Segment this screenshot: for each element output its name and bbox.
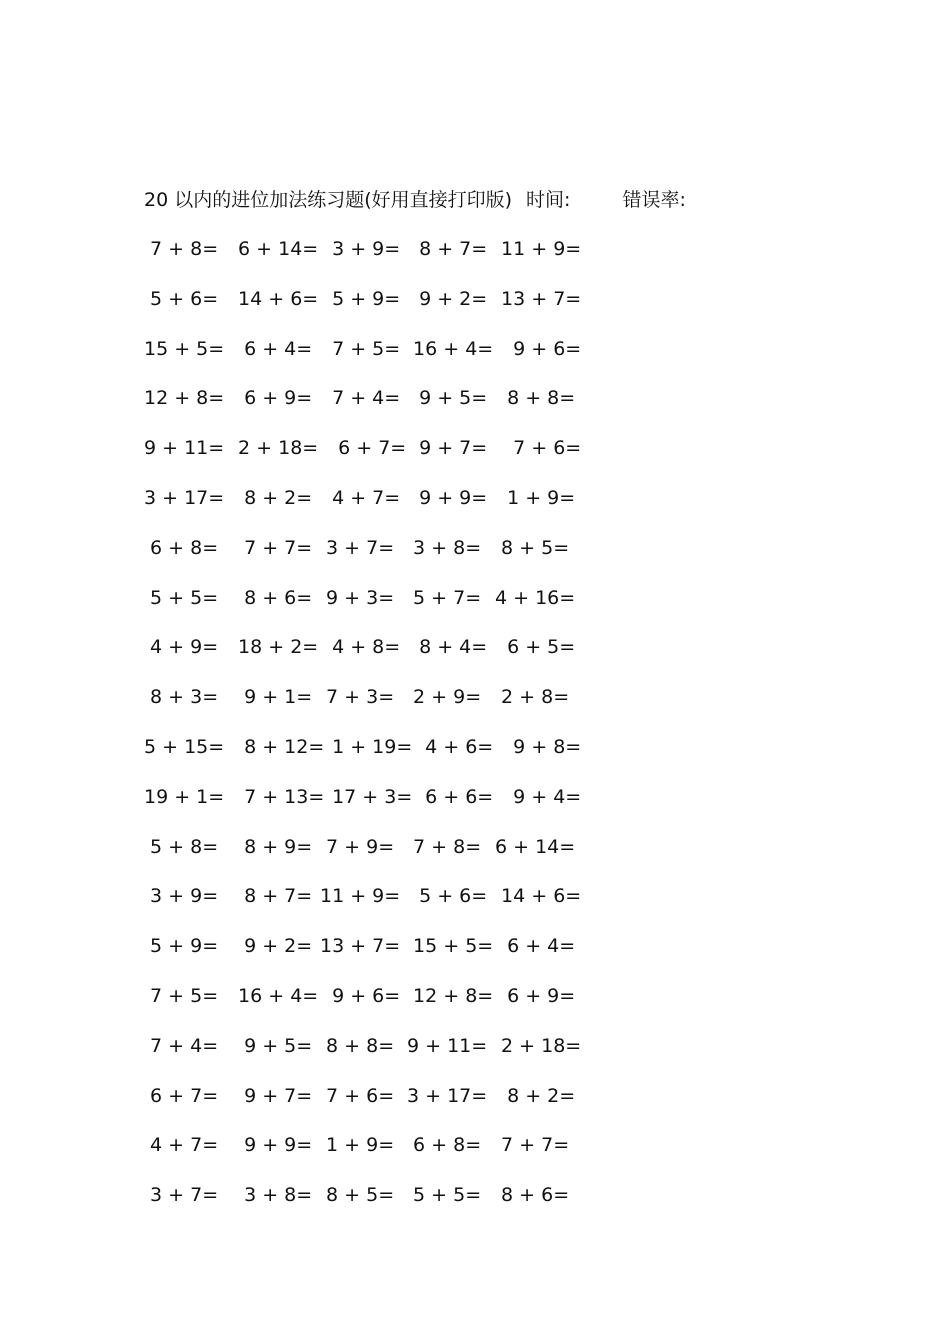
addition-problem: 4 + 8= [320,636,401,659]
addition-problem: 7 + 8= [407,835,482,858]
addition-problem: 8 + 6= [232,586,313,609]
addition-problem: 12 + 8= [144,387,225,410]
addition-problem: 7 + 3= [320,686,395,709]
addition-problem: 7 + 6= [495,437,582,460]
addition-problem: 8 + 3= [144,686,219,709]
problem-row [144,433,604,483]
problem-row [144,483,604,533]
problem-row [144,1031,604,1081]
addition-problem: 5 + 9= [144,935,219,958]
addition-problem: 11 + 9= [320,885,401,908]
addition-problem: 9 + 2= [407,287,488,310]
addition-problem: 3 + 9= [320,238,401,260]
addition-problem: 8 + 12= [232,735,325,758]
addition-problem: 5 + 7= [407,586,482,609]
addition-problem: 6 + 4= [495,935,576,958]
addition-problem: 7 + 7= [495,1134,570,1157]
problem-row [144,234,604,284]
problem-row [144,533,604,583]
worksheet-title: 20 以内的进位加法练习题(好用直接打印版) [144,189,513,211]
addition-problem: 1 + 9= [320,1134,395,1157]
addition-problem: 7 + 7= [232,536,313,559]
addition-problem: 7 + 9= [320,835,395,858]
problem-row [144,334,604,384]
addition-problem: 9 + 7= [407,437,488,460]
addition-problem: 5 + 6= [407,885,488,908]
addition-problem: 6 + 4= [232,337,313,360]
error-rate-label: 错误率: [622,189,686,211]
problem-row [144,583,604,633]
problem-row [144,931,604,981]
addition-problem: 14 + 6= [232,287,319,310]
addition-problem: 8 + 2= [495,1084,576,1107]
addition-problem: 3 + 9= [144,885,219,908]
problem-row [144,1130,604,1180]
problem-row [144,1081,604,1131]
addition-problem: 8 + 9= [232,835,313,858]
addition-problem: 5 + 5= [144,586,219,609]
problem-row [144,732,604,782]
addition-problem: 9 + 1= [232,686,313,709]
problem-row [144,782,604,832]
addition-problem: 2 + 8= [495,686,570,709]
addition-problem: 7 + 6= [320,1084,395,1107]
addition-problem: 3 + 7= [144,1184,219,1207]
addition-problem: 2 + 9= [407,686,482,709]
addition-problem: 8 + 8= [495,387,576,410]
addition-problem: 2 + 18= [232,437,319,460]
addition-problem: 8 + 6= [495,1184,570,1207]
addition-problem: 13 + 7= [320,935,401,958]
problem-row [144,832,604,882]
addition-problem: 11 + 9= [495,238,582,260]
addition-problem: 2 + 18= [495,1034,582,1057]
addition-problem: 1 + 9= [495,486,576,509]
addition-problem: 8 + 7= [407,238,488,260]
addition-problem: 1 + 19= [320,735,413,758]
problem-row [144,881,604,931]
addition-problem: 4 + 9= [144,636,219,659]
addition-problem: 3 + 8= [407,536,482,559]
addition-problem: 8 + 5= [495,536,570,559]
problem-row [144,1180,604,1230]
addition-problem: 6 + 14= [232,238,319,260]
addition-problem: 7 + 13= [232,785,325,808]
addition-problem: 13 + 7= [495,287,582,310]
addition-problem: 14 + 6= [495,885,582,908]
addition-problem: 4 + 7= [144,1134,219,1157]
addition-problem: 4 + 16= [495,586,576,609]
addition-problem: 9 + 3= [320,586,395,609]
addition-problem: 9 + 5= [407,387,488,410]
addition-problem: 6 + 7= [320,437,407,460]
addition-problem: 9 + 11= [407,1034,488,1057]
addition-problem: 5 + 9= [320,287,401,310]
addition-problem: 12 + 8= [407,984,494,1007]
addition-problem: 3 + 17= [407,1084,488,1107]
addition-problem: 9 + 11= [144,437,225,460]
addition-problem: 3 + 7= [320,536,395,559]
addition-problem: 16 + 4= [232,984,319,1007]
addition-problem: 4 + 6= [407,735,494,758]
addition-problem: 9 + 2= [232,935,313,958]
addition-problem: 5 + 6= [144,287,219,310]
addition-problem: 5 + 8= [144,835,219,858]
addition-problem: 8 + 5= [320,1184,395,1207]
problem-grid [144,234,604,1230]
addition-problem: 3 + 8= [232,1184,313,1207]
problem-row [144,383,604,433]
problem-row [144,632,604,682]
addition-problem: 7 + 4= [320,387,401,410]
addition-problem: 6 + 9= [495,984,576,1007]
addition-problem: 8 + 4= [407,636,488,659]
addition-problem: 3 + 17= [144,486,225,509]
addition-problem: 6 + 9= [232,387,313,410]
time-label: 时间: [526,189,571,211]
addition-problem: 6 + 7= [144,1084,219,1107]
addition-problem: 7 + 5= [144,984,219,1007]
addition-problem: 8 + 8= [320,1034,395,1057]
addition-problem: 4 + 7= [320,486,401,509]
addition-problem: 9 + 9= [232,1134,313,1157]
addition-problem: 9 + 6= [495,337,582,360]
addition-problem: 16 + 4= [407,337,494,360]
addition-problem: 9 + 4= [495,785,582,808]
addition-problem: 9 + 7= [232,1084,313,1107]
worksheet-header [144,185,686,215]
addition-problem: 18 + 2= [232,636,319,659]
addition-problem: 6 + 8= [407,1134,482,1157]
addition-problem: 7 + 4= [144,1034,219,1057]
addition-problem: 9 + 6= [320,984,401,1007]
addition-problem: 9 + 8= [495,735,582,758]
addition-problem: 15 + 5= [144,337,225,360]
addition-problem: 17 + 3= [320,785,413,808]
addition-problem: 9 + 5= [232,1034,313,1057]
problem-row [144,284,604,334]
addition-problem: 7 + 8= [144,238,219,260]
addition-problem: 7 + 5= [320,337,401,360]
addition-problem: 6 + 14= [495,835,576,858]
problem-row [144,682,604,732]
addition-problem: 8 + 2= [232,486,313,509]
problem-row [144,981,604,1031]
addition-problem: 8 + 7= [232,885,313,908]
addition-problem: 6 + 8= [144,536,219,559]
addition-problem: 5 + 15= [144,735,225,758]
addition-problem: 19 + 1= [144,785,225,808]
addition-problem: 9 + 9= [407,486,488,509]
addition-problem: 5 + 5= [407,1184,482,1207]
addition-problem: 6 + 6= [407,785,494,808]
addition-problem: 6 + 5= [495,636,576,659]
addition-problem: 15 + 5= [407,935,494,958]
